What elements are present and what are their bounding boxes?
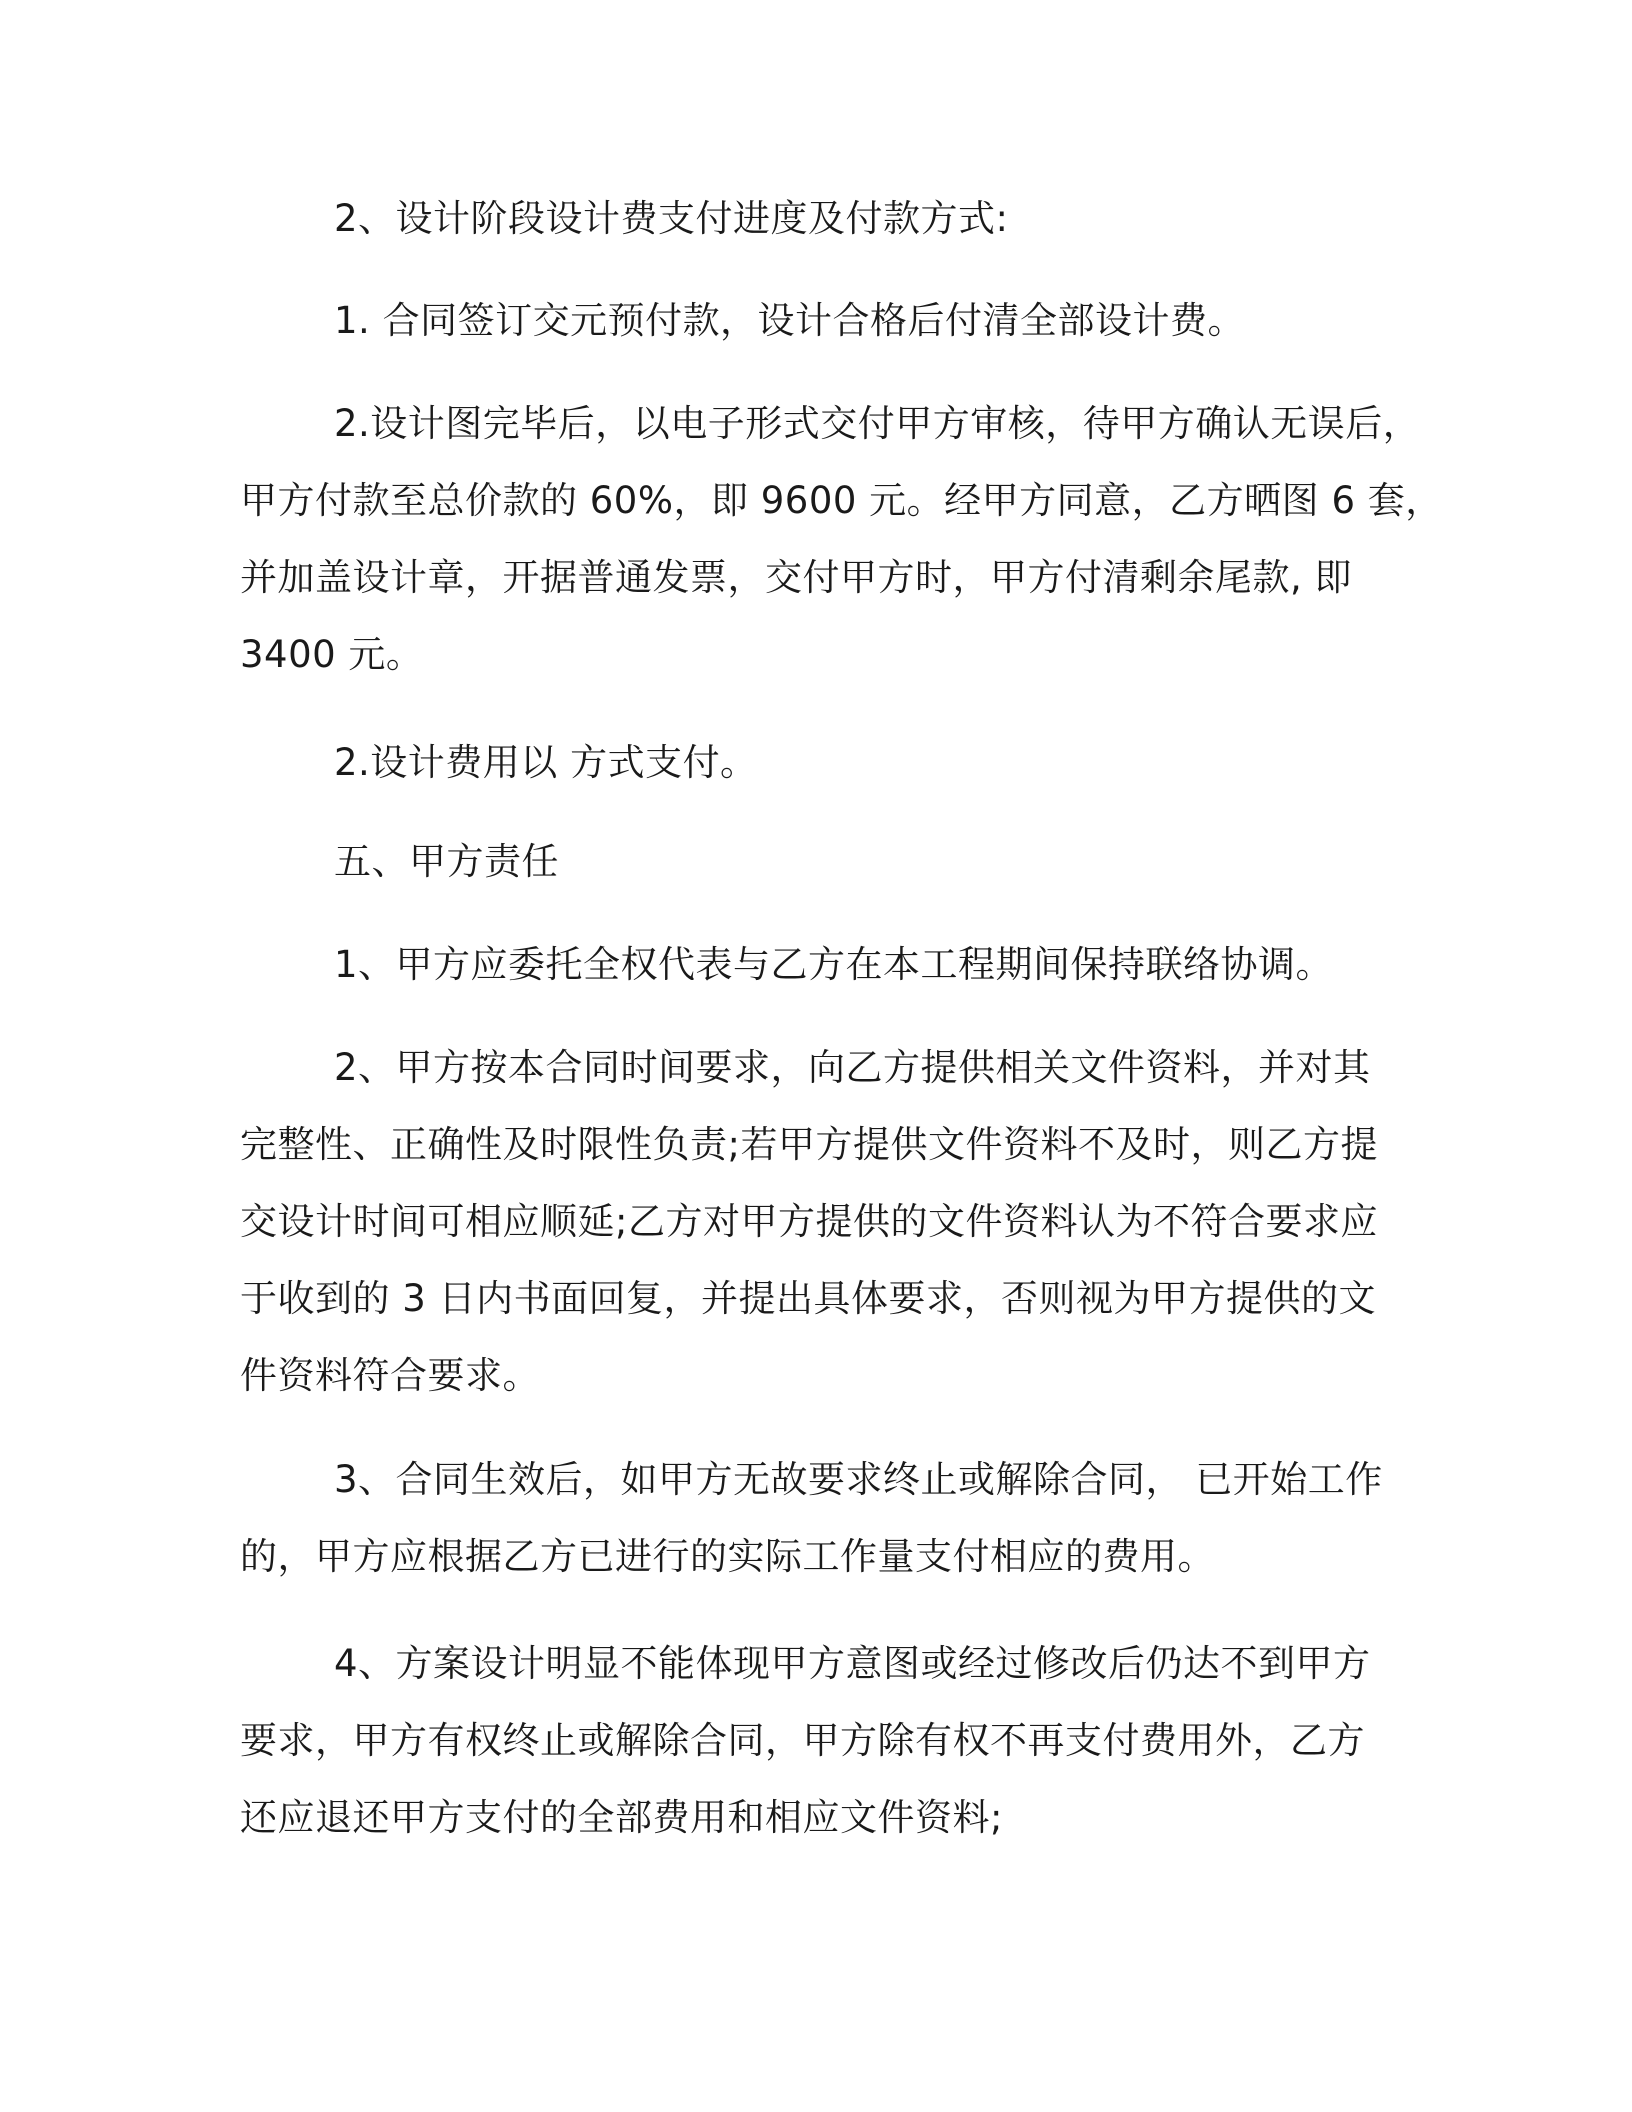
- text-line: 完整性、正确性及时限性负责;若甲方提供文件资料不及时，则乙方提: [240, 1123, 1378, 1166]
- text-line: 交设计时间可相应顺延;乙方对甲方提供的文件资料认为不符合要求应: [240, 1200, 1378, 1243]
- text-line: 1. 合同签订交元预付款，设计合格后付清全部设计费。: [334, 299, 1246, 342]
- text-line: 1、甲方应委托全权代表与乙方在本工程期间保持联络协调。: [334, 943, 1334, 986]
- text-line: 3、合同生效后，如甲方无故要求终止或解除合同， 已开始工作: [334, 1458, 1383, 1501]
- text-line: 五、甲方责任: [334, 840, 559, 883]
- party-a-responsibilities-heading: [240, 823, 1370, 900]
- text-line: 于收到的 3 日内书面回复，并提出具体要求，否则视为甲方提供的文: [240, 1277, 1377, 1320]
- text-line: 的，甲方应根据乙方已进行的实际工作量支付相应的费用。: [240, 1535, 1215, 1578]
- text-line: 还应退还甲方支付的全部费用和相应文件资料;: [240, 1796, 1003, 1839]
- text-line: 2.设计图完毕后，以电子形式交付甲方审核，待甲方确认无误后，: [334, 402, 1421, 445]
- text-line: 并加盖设计章，开据普通发票，交付甲方时，甲方付清剩余尾款, 即: [240, 556, 1353, 599]
- responsibility-clause-3: [240, 1441, 1383, 1595]
- design-delivery-payment-clause: [240, 385, 1443, 693]
- text-line: 3400 元。: [240, 633, 424, 676]
- text-line: 2.设计费用以 方式支付。: [334, 741, 758, 784]
- prepayment-clause: [240, 282, 1370, 359]
- text-line: 件资料符合要求。: [240, 1354, 540, 1397]
- responsibility-clause-2: [240, 1029, 1378, 1414]
- text-line: 甲方付款至总价款的 60%，即 9600 元。经甲方同意，乙方晒图 6 套，: [240, 479, 1443, 522]
- responsibility-clause-4: [240, 1625, 1370, 1856]
- responsibility-clause-1: [240, 926, 1370, 1003]
- payment-method-clause: [240, 724, 1370, 801]
- text-line: 2、甲方按本合同时间要求，向乙方提供相关文件资料，并对其: [334, 1046, 1371, 1089]
- payment-schedule-heading: [240, 180, 1370, 257]
- text-line: 4、方案设计明显不能体现甲方意图或经过修改后仍达不到甲方: [334, 1642, 1371, 1685]
- text-line: 要求，甲方有权终止或解除合同，甲方除有权不再支付费用外，乙方: [240, 1719, 1365, 1762]
- text-line: 2、设计阶段设计费支付进度及付款方式:: [334, 197, 1009, 240]
